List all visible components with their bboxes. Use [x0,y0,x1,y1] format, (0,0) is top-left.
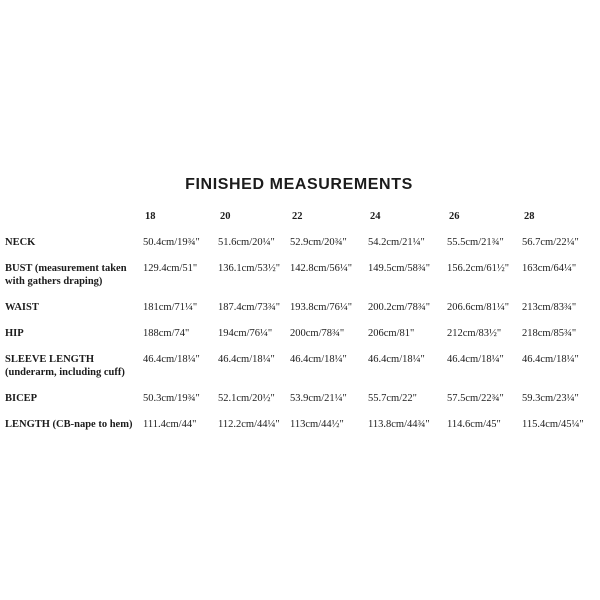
row-label: NECK [5,237,36,248]
measurement-cell: 50.4cm/19¾" [143,237,200,248]
table-row [5,353,593,379]
measurement-cell: 114.6cm/45" [447,419,501,430]
measurement-cell: 53.9cm/21¼" [290,393,347,404]
column-header-size: 22 [292,211,303,222]
page-title: FINISHED MEASUREMENTS [185,176,413,193]
measurement-cell: 51.6cm/20¼" [218,237,275,248]
measurement-cell: 46.4cm/18¼" [447,354,504,365]
row-label: BICEP [5,393,38,404]
measurement-cell: 46.4cm/18¼" [368,354,425,365]
column-header-size: 20 [220,211,231,222]
measurement-cell: 113cm/44½" [290,419,344,430]
row-label: BUST (measurement taken with gathers draping) [5,263,127,287]
column-header-size: 26 [449,211,460,222]
measurement-cell: 136.1cm/53½" [218,263,281,274]
table-header-row [5,210,593,223]
column-header-size: 24 [370,211,381,222]
measurement-cell: 129.4cm/51" [143,263,198,274]
measurement-cell: 212cm/83½" [447,328,502,339]
row-label: SLEEVE LENGTH (underarm, including cuff) [5,354,125,378]
table-row [5,392,593,405]
measurement-cell: 181cm/71¼" [143,302,198,313]
table-row [5,418,593,431]
measurement-cell: 163cm/64¼" [522,263,577,274]
measurement-cell: 115.4cm/45¼" [522,419,584,430]
measurement-cell: 200cm/78¾" [290,328,345,339]
measurement-cell: 142.8cm/56¼" [290,263,353,274]
measurement-cell: 149.5cm/58¾" [368,263,431,274]
measurement-cell: 54.2cm/21¼" [368,237,425,248]
measurement-cell: 206.6cm/81¼" [447,302,510,313]
measurement-cell: 46.4cm/18¼" [143,354,200,365]
measurement-cell: 194cm/76¼" [218,328,273,339]
measurement-cell: 200.2cm/78¾" [368,302,431,313]
measurement-cell: 113.8cm/44¾" [368,419,430,430]
measurement-cell: 111.4cm/44" [143,419,197,430]
measurement-cell: 59.3cm/23¼" [522,393,579,404]
table-row [5,301,593,314]
measurement-cell: 55.7cm/22" [368,393,417,404]
measurement-cell: 112.2cm/44¼" [218,419,280,430]
measurement-cell: 52.9cm/20¾" [290,237,347,248]
row-label: HIP [5,328,24,339]
measurement-cell: 187.4cm/73¾" [218,302,281,313]
measurement-cell: 57.5cm/22¾" [447,393,504,404]
table-row [5,327,593,340]
measurement-cell: 56.7cm/22¼" [522,237,579,248]
measurement-cell: 52.1cm/20½" [218,393,275,404]
measurement-cell: 218cm/85¾" [522,328,577,339]
measurement-cell: 213cm/83¾" [522,302,577,313]
measurement-cell: 46.4cm/18¼" [218,354,275,365]
table-row [5,262,593,288]
table-row [5,236,593,249]
measurement-cell: 193.8cm/76¼" [290,302,353,313]
measurements-table [5,210,593,431]
column-header-size: 28 [524,211,535,222]
row-label: LENGTH (CB-nape to hem) [5,419,133,430]
measurement-cell: 50.3cm/19¾" [143,393,200,404]
measurement-cell: 206cm/81" [368,328,415,339]
measurement-cell: 55.5cm/21¾" [447,237,504,248]
measurement-cell: 188cm/74" [143,328,190,339]
measurement-cell: 46.4cm/18¼" [522,354,579,365]
row-label: WAIST [5,302,39,313]
measurement-sheet-content [5,176,593,444]
measurement-cell: 46.4cm/18¼" [290,354,347,365]
column-header-size: 18 [145,211,156,222]
measurement-cell: 156.2cm/61½" [447,263,510,274]
